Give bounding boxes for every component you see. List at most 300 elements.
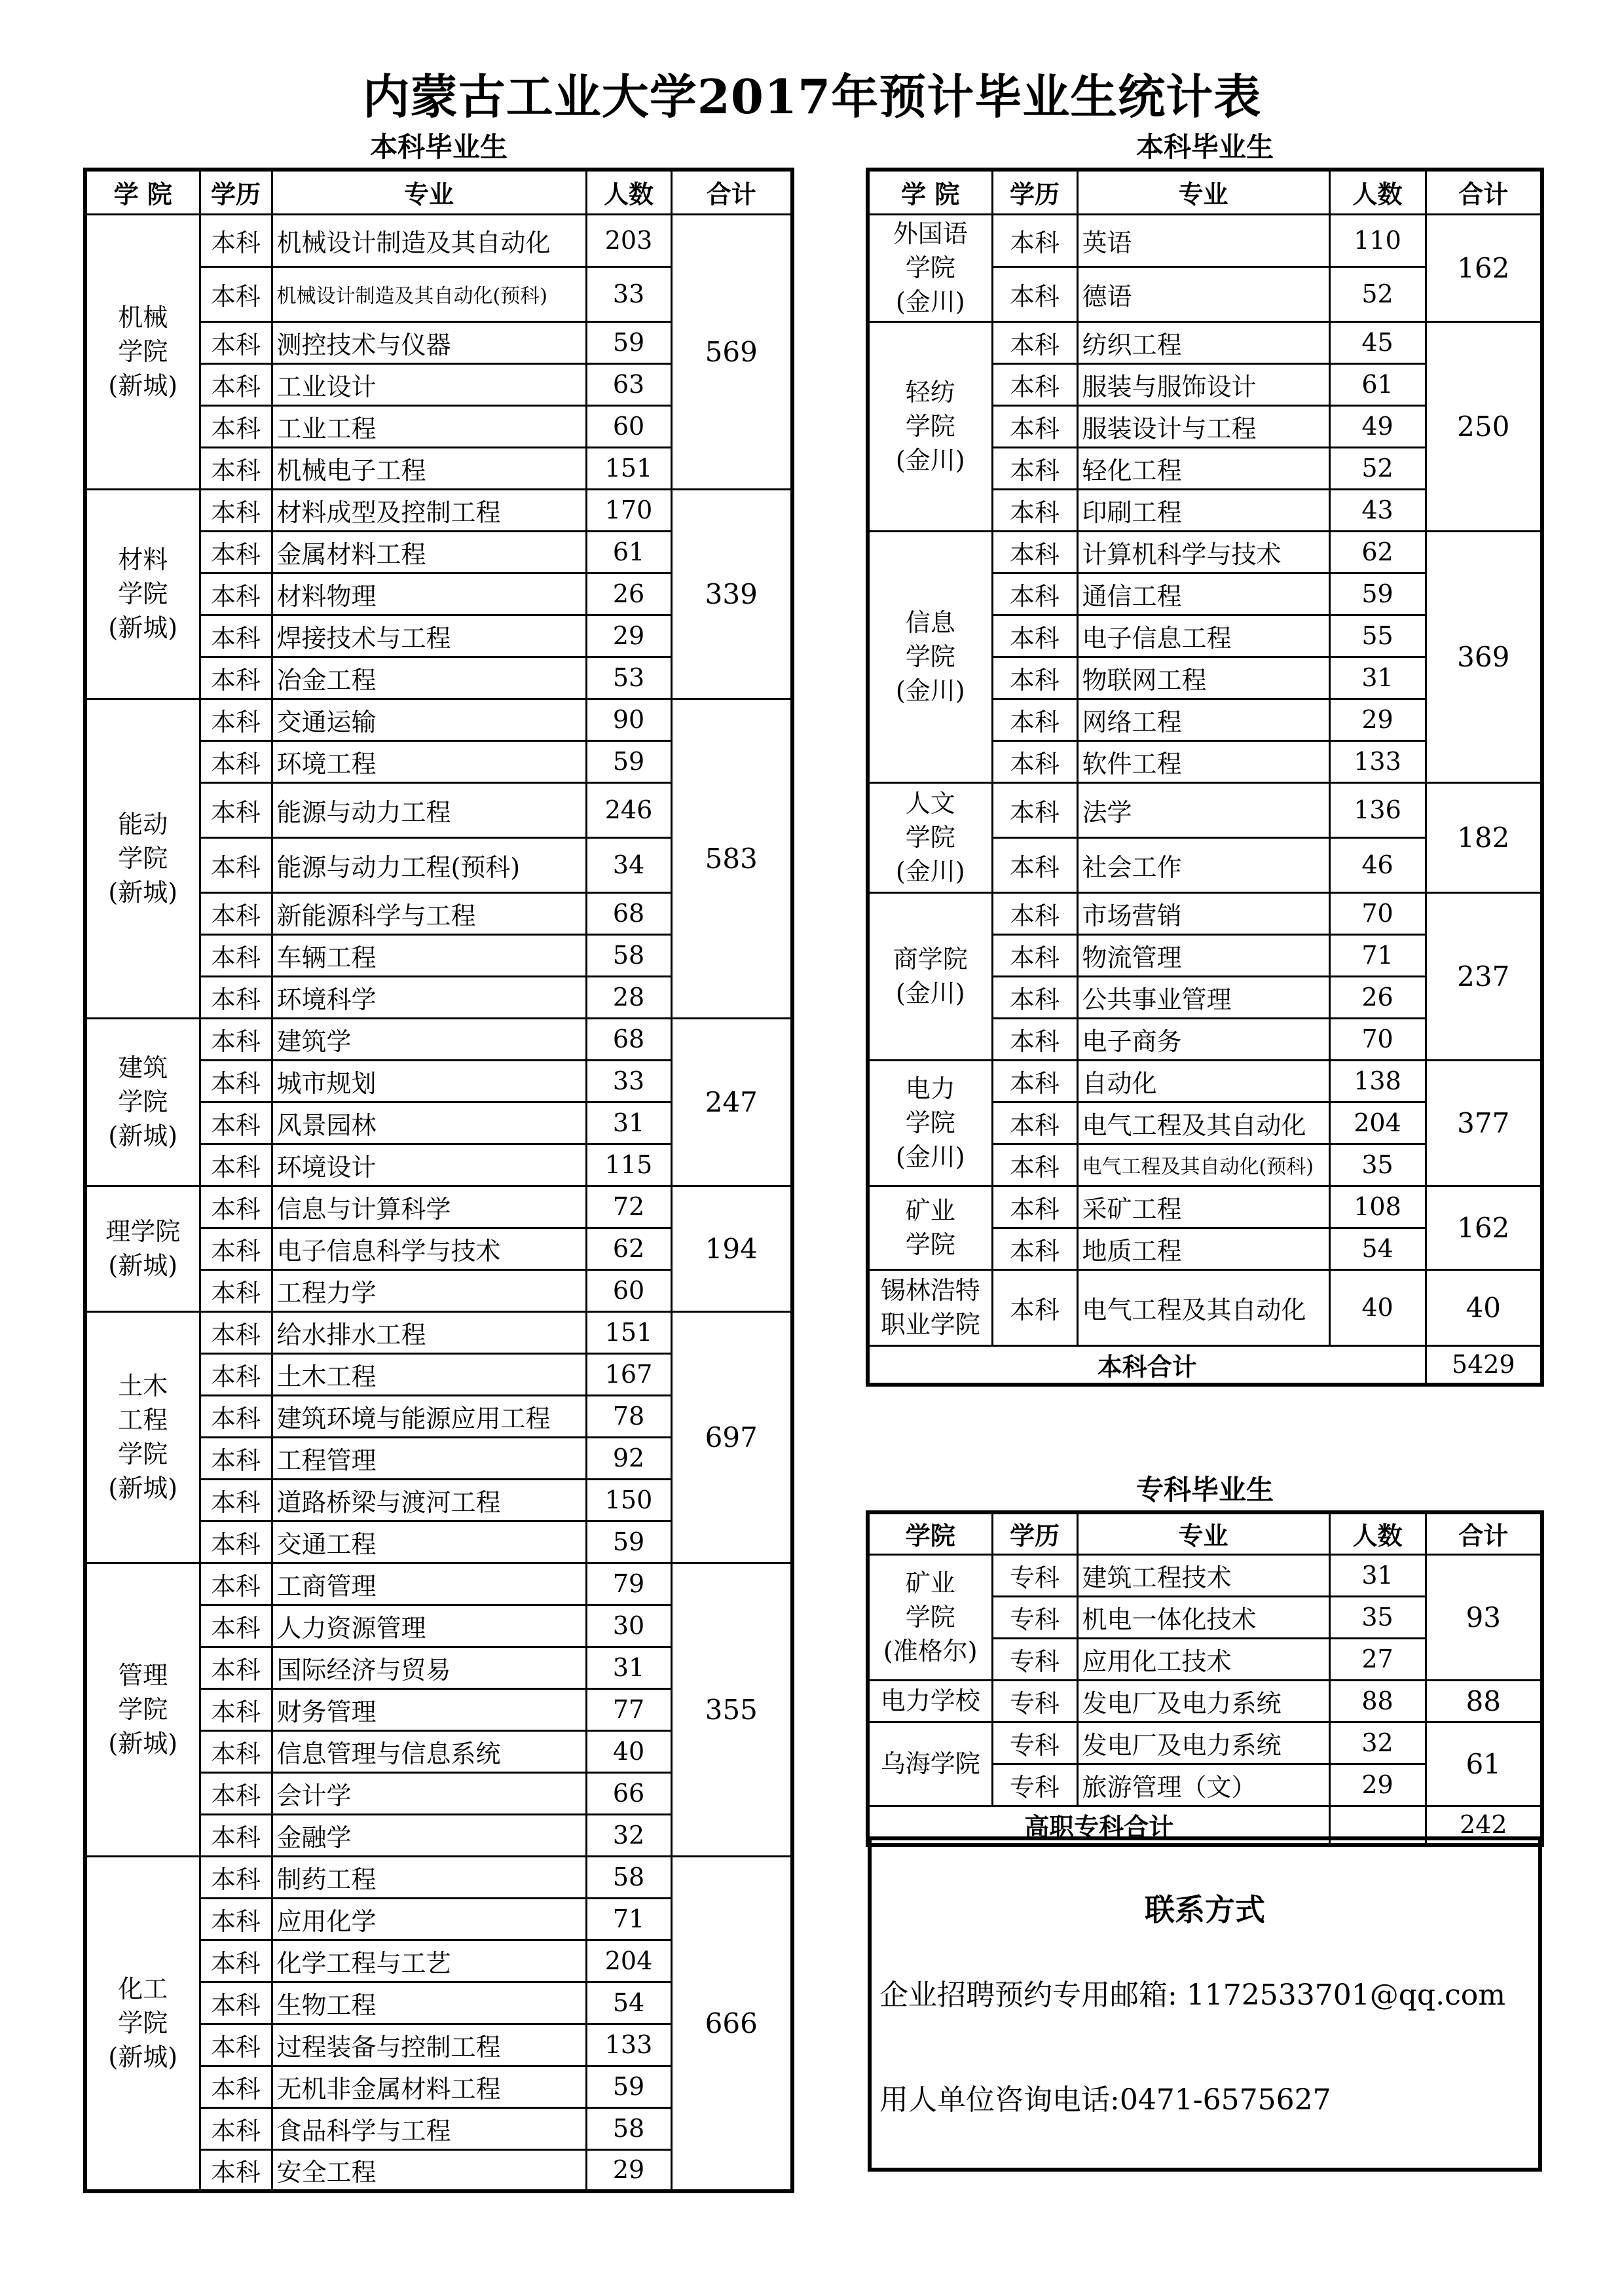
group-total: 40 — [1426, 1269, 1542, 1345]
group-total: 377 — [1426, 1060, 1542, 1186]
degree-cell: 专科 — [992, 1638, 1077, 1680]
degree-cell: 本科 — [200, 1605, 272, 1647]
college-name: 锡林浩特 职业学院 — [868, 1269, 992, 1345]
major-cell: 金属材料工程 — [272, 531, 586, 573]
major-cell: 工程管理 — [272, 1437, 586, 1479]
degree-cell: 本科 — [200, 1940, 272, 1982]
right-header-degree: 学历 — [992, 170, 1077, 214]
major-cell: 材料成型及控制工程 — [272, 489, 586, 531]
count-cell: 26 — [586, 573, 671, 615]
contact-title: 联系方式 — [1145, 1892, 1265, 1927]
count-cell: 71 — [1329, 934, 1426, 976]
count-cell: 62 — [1329, 531, 1426, 573]
college-name: 管理 学院 (新城) — [85, 1563, 200, 1856]
page-title: 内蒙古工业大学2017年预计毕业生统计表 — [362, 69, 1262, 124]
count-cell: 108 — [1329, 1186, 1426, 1228]
college-name: 土木 工程 学院 (新城) — [85, 1311, 200, 1563]
college-name: 电力 学院 (金川) — [868, 1060, 992, 1186]
major-cell: 建筑学 — [272, 1018, 586, 1060]
count-cell: 33 — [586, 266, 671, 321]
vocational-header-row — [868, 1512, 1542, 1554]
degree-cell: 本科 — [200, 2107, 272, 2149]
degree-cell: 本科 — [200, 1144, 272, 1186]
major-cell: 通信工程 — [1077, 573, 1329, 615]
count-cell: 133 — [1329, 740, 1426, 782]
vocational-header-degree: 学历 — [992, 1512, 1077, 1554]
major-cell: 食品科学与工程 — [272, 2107, 586, 2149]
count-cell: 40 — [1329, 1269, 1426, 1345]
right-undergrad-table — [866, 168, 1544, 1387]
college-name: 机械 学院 (新城) — [85, 214, 200, 489]
count-cell: 136 — [1329, 782, 1426, 837]
degree-cell: 本科 — [200, 1856, 272, 1898]
count-cell: 29 — [586, 2149, 671, 2191]
major-cell: 物流管理 — [1077, 934, 1329, 976]
table-row — [868, 892, 1542, 934]
degree-cell: 本科 — [200, 782, 272, 837]
count-cell: 58 — [586, 934, 671, 976]
degree-cell: 本科 — [992, 934, 1077, 976]
major-cell: 环境工程 — [272, 740, 586, 782]
degree-cell: 专科 — [992, 1680, 1077, 1722]
degree-cell: 本科 — [200, 1269, 272, 1311]
degree-cell: 本科 — [992, 892, 1077, 934]
right-table-body — [868, 170, 1542, 1385]
group-total: 162 — [1426, 214, 1542, 321]
major-cell: 制药工程 — [272, 1856, 586, 1898]
major-cell: 服装设计与工程 — [1077, 405, 1329, 447]
count-cell: 29 — [586, 615, 671, 657]
count-cell: 40 — [586, 1730, 671, 1772]
degree-cell: 本科 — [200, 615, 272, 657]
count-cell: 30 — [586, 1605, 671, 1647]
degree-cell: 本科 — [200, 405, 272, 447]
count-cell: 115 — [586, 1144, 671, 1186]
major-cell: 环境设计 — [272, 1144, 586, 1186]
count-cell: 35 — [1329, 1596, 1426, 1638]
major-cell: 法学 — [1077, 782, 1329, 837]
degree-cell: 本科 — [992, 1186, 1077, 1228]
degree-cell: 本科 — [992, 1060, 1077, 1102]
major-cell: 工业设计 — [272, 363, 586, 405]
group-total: 697 — [671, 1311, 792, 1563]
degree-cell: 本科 — [200, 1814, 272, 1856]
count-cell: 45 — [1329, 321, 1426, 363]
degree-cell: 本科 — [200, 1982, 272, 2024]
count-cell: 150 — [586, 1479, 671, 1521]
contact-phone[interactable]: 用人单位咨询电话:0471-6575627 — [879, 2083, 1331, 2117]
group-total: 369 — [1426, 531, 1542, 782]
college-name: 能动 学院 (新城) — [85, 699, 200, 1018]
count-cell: 43 — [1329, 489, 1426, 531]
left-undergrad-table — [83, 168, 794, 2193]
degree-cell: 本科 — [992, 1269, 1077, 1345]
table-row — [85, 489, 792, 531]
count-cell: 70 — [1329, 892, 1426, 934]
count-cell: 58 — [586, 2107, 671, 2149]
degree-cell: 本科 — [200, 1688, 272, 1730]
degree-cell: 本科 — [992, 447, 1077, 489]
degree-cell: 本科 — [200, 1228, 272, 1269]
major-cell: 工商管理 — [272, 1563, 586, 1605]
count-cell: 133 — [586, 2024, 671, 2066]
degree-cell: 本科 — [992, 615, 1077, 657]
major-cell: 电气工程及其自动化 — [1077, 1269, 1329, 1345]
left-header-row — [85, 170, 792, 214]
degree-cell: 本科 — [200, 699, 272, 740]
degree-cell: 本科 — [200, 214, 272, 266]
major-cell: 机械设计制造及其自动化(预科) — [272, 266, 586, 321]
count-cell: 29 — [1329, 1764, 1426, 1806]
count-cell: 49 — [1329, 405, 1426, 447]
group-total: 88 — [1426, 1680, 1542, 1722]
degree-cell: 专科 — [992, 1554, 1077, 1596]
major-cell: 生物工程 — [272, 1982, 586, 2024]
major-cell: 道路桥梁与渡河工程 — [272, 1479, 586, 1521]
degree-cell: 专科 — [992, 1596, 1077, 1638]
count-cell: 31 — [1329, 1554, 1426, 1596]
degree-cell: 本科 — [200, 837, 272, 892]
major-cell: 社会工作 — [1077, 837, 1329, 892]
degree-cell: 本科 — [200, 1102, 272, 1144]
major-cell: 能源与动力工程 — [272, 782, 586, 837]
count-cell: 54 — [586, 1982, 671, 2024]
right-header-count: 人数 — [1329, 170, 1426, 214]
table-row — [85, 1856, 792, 1898]
left-header-degree: 学历 — [200, 170, 272, 214]
degree-cell: 本科 — [200, 1395, 272, 1437]
major-cell: 环境科学 — [272, 976, 586, 1018]
major-cell: 网络工程 — [1077, 699, 1329, 740]
left-header-total: 合计 — [671, 170, 792, 214]
count-cell: 59 — [586, 2066, 671, 2107]
degree-cell: 本科 — [200, 1018, 272, 1060]
college-name: 矿业 学院 — [868, 1186, 992, 1269]
count-cell: 54 — [1329, 1228, 1426, 1269]
count-cell: 33 — [586, 1060, 671, 1102]
degree-cell: 本科 — [200, 657, 272, 699]
major-cell: 焊接技术与工程 — [272, 615, 586, 657]
college-name: 乌海学院 — [868, 1722, 992, 1806]
count-cell: 68 — [586, 1018, 671, 1060]
table-row — [85, 1311, 792, 1353]
major-cell: 信息与计算科学 — [272, 1186, 586, 1228]
degree-cell: 本科 — [200, 447, 272, 489]
count-cell: 77 — [586, 1688, 671, 1730]
group-total: 194 — [671, 1186, 792, 1311]
group-total: 583 — [671, 699, 792, 1018]
degree-cell: 本科 — [992, 1102, 1077, 1144]
degree-cell: 本科 — [992, 1144, 1077, 1186]
degree-cell: 本科 — [992, 214, 1077, 266]
degree-cell: 本科 — [200, 266, 272, 321]
count-cell: 55 — [1329, 615, 1426, 657]
count-cell: 59 — [1329, 573, 1426, 615]
major-cell: 纺织工程 — [1077, 321, 1329, 363]
major-cell: 自动化 — [1077, 1060, 1329, 1102]
count-cell: 34 — [586, 837, 671, 892]
degree-cell: 本科 — [992, 1228, 1077, 1269]
degree-cell: 本科 — [200, 2149, 272, 2191]
major-cell: 工业工程 — [272, 405, 586, 447]
college-name: 商学院 (金川) — [868, 892, 992, 1060]
college-name: 建筑 学院 (新城) — [85, 1018, 200, 1186]
degree-cell: 本科 — [992, 266, 1077, 321]
table-row — [868, 1680, 1542, 1722]
major-cell: 建筑环境与能源应用工程 — [272, 1395, 586, 1437]
college-name: 矿业 学院 (准格尔) — [868, 1554, 992, 1680]
major-cell: 计算机科学与技术 — [1077, 531, 1329, 573]
degree-cell: 本科 — [200, 1772, 272, 1814]
major-cell: 电子信息科学与技术 — [272, 1228, 586, 1269]
major-cell: 服装与服饰设计 — [1077, 363, 1329, 405]
count-cell: 32 — [1329, 1722, 1426, 1764]
degree-cell: 本科 — [200, 573, 272, 615]
group-total: 569 — [671, 214, 792, 489]
count-cell: 68 — [586, 892, 671, 934]
degree-cell: 本科 — [200, 1898, 272, 1940]
count-cell: 63 — [586, 363, 671, 405]
count-cell: 138 — [1329, 1060, 1426, 1102]
major-cell: 机械设计制造及其自动化 — [272, 214, 586, 266]
table-row — [868, 531, 1542, 573]
table-row — [868, 1060, 1542, 1102]
count-cell: 151 — [586, 447, 671, 489]
degree-cell: 本科 — [200, 489, 272, 531]
count-cell: 110 — [1329, 214, 1426, 266]
degree-cell: 本科 — [200, 363, 272, 405]
major-cell: 软件工程 — [1077, 740, 1329, 782]
count-cell: 59 — [586, 321, 671, 363]
major-cell: 交通工程 — [272, 1521, 586, 1563]
major-cell: 地质工程 — [1077, 1228, 1329, 1269]
count-cell: 31 — [586, 1102, 671, 1144]
major-cell: 无机非金属材料工程 — [272, 2066, 586, 2107]
group-total: 93 — [1426, 1554, 1542, 1680]
group-total: 61 — [1426, 1722, 1542, 1806]
major-cell: 电子信息工程 — [1077, 615, 1329, 657]
count-cell: 46 — [1329, 837, 1426, 892]
major-cell: 信息管理与信息系统 — [272, 1730, 586, 1772]
degree-cell: 本科 — [200, 531, 272, 573]
major-cell: 电子商务 — [1077, 1018, 1329, 1060]
count-cell: 29 — [1329, 699, 1426, 740]
group-total: 162 — [1426, 1186, 1542, 1269]
college-name: 理学院 (新城) — [85, 1186, 200, 1311]
left-header-major: 专业 — [272, 170, 586, 214]
major-cell: 能源与动力工程(预科) — [272, 837, 586, 892]
count-cell: 151 — [586, 1311, 671, 1353]
major-cell: 冶金工程 — [272, 657, 586, 699]
count-cell: 31 — [1329, 657, 1426, 699]
count-cell: 204 — [1329, 1102, 1426, 1144]
count-cell: 246 — [586, 782, 671, 837]
degree-cell: 专科 — [992, 1722, 1077, 1764]
count-cell: 167 — [586, 1353, 671, 1395]
count-cell: 90 — [586, 699, 671, 740]
count-cell: 27 — [1329, 1638, 1426, 1680]
contact-email[interactable]: 企业招聘预约专用邮箱: 1172533701@qq.com — [879, 1978, 1505, 2012]
major-cell: 工程力学 — [272, 1269, 586, 1311]
major-cell: 国际经济与贸易 — [272, 1647, 586, 1688]
count-cell: 62 — [586, 1228, 671, 1269]
count-cell: 61 — [586, 531, 671, 573]
major-cell: 发电厂及电力系统 — [1077, 1722, 1329, 1764]
degree-cell: 本科 — [200, 1186, 272, 1228]
right-header-total: 合计 — [1426, 170, 1542, 214]
count-cell: 170 — [586, 489, 671, 531]
major-cell: 过程装备与控制工程 — [272, 2024, 586, 2066]
degree-cell: 本科 — [200, 1647, 272, 1688]
contact-box — [868, 1836, 1542, 2172]
count-cell: 59 — [586, 1521, 671, 1563]
count-cell: 72 — [586, 1186, 671, 1228]
group-total: 339 — [671, 489, 792, 699]
right-header-row — [868, 170, 1542, 214]
left-header-college: 学 院 — [85, 170, 200, 214]
degree-cell: 本科 — [992, 1018, 1077, 1060]
group-total: 250 — [1426, 321, 1542, 531]
degree-cell: 本科 — [200, 2066, 272, 2107]
major-cell: 英语 — [1077, 214, 1329, 266]
major-cell: 发电厂及电力系统 — [1077, 1680, 1329, 1722]
degree-cell: 本科 — [992, 489, 1077, 531]
count-cell: 35 — [1329, 1144, 1426, 1186]
group-total: 237 — [1426, 892, 1542, 1060]
college-name: 轻纺 学院 (金川) — [868, 321, 992, 531]
sum-label: 高职专科合计 — [868, 1806, 1329, 1845]
count-cell: 53 — [586, 657, 671, 699]
degree-cell: 本科 — [200, 1521, 272, 1563]
college-name: 材料 学院 (新城) — [85, 489, 200, 699]
degree-cell: 本科 — [992, 405, 1077, 447]
major-cell: 给水排水工程 — [272, 1311, 586, 1353]
vocational-section-title: 专科毕业生 — [1135, 1474, 1274, 1506]
table-row — [85, 1018, 792, 1060]
vocational-header-count: 人数 — [1329, 1512, 1426, 1554]
count-cell: 92 — [586, 1437, 671, 1479]
degree-cell: 本科 — [992, 740, 1077, 782]
major-cell: 交通运输 — [272, 699, 586, 740]
college-name: 人文 学院 (金川) — [868, 782, 992, 892]
count-cell: 61 — [1329, 363, 1426, 405]
degree-cell: 本科 — [992, 321, 1077, 363]
count-cell: 88 — [1329, 1680, 1426, 1722]
degree-cell: 本科 — [200, 976, 272, 1018]
count-cell: 79 — [586, 1563, 671, 1605]
major-cell: 人力资源管理 — [272, 1605, 586, 1647]
count-cell: 60 — [586, 405, 671, 447]
table-row — [868, 1554, 1542, 1596]
degree-cell: 本科 — [992, 837, 1077, 892]
vocational-table-body — [868, 1512, 1542, 1845]
vocational-header-college: 学院 — [868, 1512, 992, 1554]
right-section-title: 本科毕业生 — [1135, 131, 1274, 163]
major-cell: 城市规划 — [272, 1060, 586, 1102]
major-cell: 应用化学 — [272, 1898, 586, 1940]
count-cell: 58 — [586, 1856, 671, 1898]
major-cell: 车辆工程 — [272, 934, 586, 976]
count-cell: 70 — [1329, 1018, 1426, 1060]
degree-cell: 本科 — [992, 363, 1077, 405]
major-cell: 建筑工程技术 — [1077, 1554, 1329, 1596]
count-cell: 26 — [1329, 976, 1426, 1018]
major-cell: 德语 — [1077, 266, 1329, 321]
right-header-college: 学 院 — [868, 170, 992, 214]
degree-cell: 本科 — [200, 2024, 272, 2066]
major-cell: 轻化工程 — [1077, 447, 1329, 489]
table-row — [868, 1269, 1542, 1345]
major-cell: 化学工程与工艺 — [272, 1940, 586, 1982]
college-name: 信息 学院 (金川) — [868, 531, 992, 782]
major-cell: 采矿工程 — [1077, 1186, 1329, 1228]
table-row — [868, 782, 1542, 837]
major-cell: 公共事业管理 — [1077, 976, 1329, 1018]
major-cell: 机械电子工程 — [272, 447, 586, 489]
count-cell: 59 — [586, 740, 671, 782]
table-row — [85, 1186, 792, 1228]
count-cell: 60 — [586, 1269, 671, 1311]
degree-cell: 本科 — [200, 892, 272, 934]
count-cell: 32 — [586, 1814, 671, 1856]
count-cell: 28 — [586, 976, 671, 1018]
degree-cell: 本科 — [992, 531, 1077, 573]
right-sum-row — [868, 1345, 1542, 1385]
group-total: 247 — [671, 1018, 792, 1186]
count-cell: 203 — [586, 214, 671, 266]
table-row — [85, 1563, 792, 1605]
count-cell: 204 — [586, 1940, 671, 1982]
sum-label: 本科合计 — [868, 1345, 1426, 1385]
degree-cell: 本科 — [200, 1563, 272, 1605]
degree-cell: 本科 — [200, 1311, 272, 1353]
count-cell: 52 — [1329, 266, 1426, 321]
college-name: 外国语 学院 (金川) — [868, 214, 992, 321]
left-header-count: 人数 — [586, 170, 671, 214]
major-cell: 旅游管理（文） — [1077, 1764, 1329, 1806]
sum-value: 5429 — [1426, 1345, 1542, 1385]
table-row — [868, 321, 1542, 363]
degree-cell: 本科 — [200, 934, 272, 976]
degree-cell: 本科 — [200, 1060, 272, 1102]
vocational-table — [866, 1510, 1544, 1847]
right-header-major: 专业 — [1077, 170, 1329, 214]
major-cell: 测控技术与仪器 — [272, 321, 586, 363]
major-cell: 新能源科学与工程 — [272, 892, 586, 934]
count-cell: 71 — [586, 1898, 671, 1940]
table-row — [868, 1186, 1542, 1228]
table-row — [868, 1722, 1542, 1764]
degree-cell: 本科 — [200, 1437, 272, 1479]
major-cell: 物联网工程 — [1077, 657, 1329, 699]
degree-cell: 本科 — [992, 976, 1077, 1018]
major-cell: 市场营销 — [1077, 892, 1329, 934]
sum-value: 242 — [1426, 1806, 1542, 1845]
major-cell: 应用化工技术 — [1077, 1638, 1329, 1680]
degree-cell: 本科 — [992, 573, 1077, 615]
degree-cell: 本科 — [992, 782, 1077, 837]
degree-cell: 本科 — [200, 1730, 272, 1772]
major-cell: 风景园林 — [272, 1102, 586, 1144]
table-row — [85, 214, 792, 266]
degree-cell: 专科 — [992, 1764, 1077, 1806]
major-cell: 材料物理 — [272, 573, 586, 615]
group-total: 182 — [1426, 782, 1542, 892]
vocational-header-total: 合计 — [1426, 1512, 1542, 1554]
major-cell: 安全工程 — [272, 2149, 586, 2191]
degree-cell: 本科 — [200, 1479, 272, 1521]
left-table-body — [85, 170, 792, 2191]
